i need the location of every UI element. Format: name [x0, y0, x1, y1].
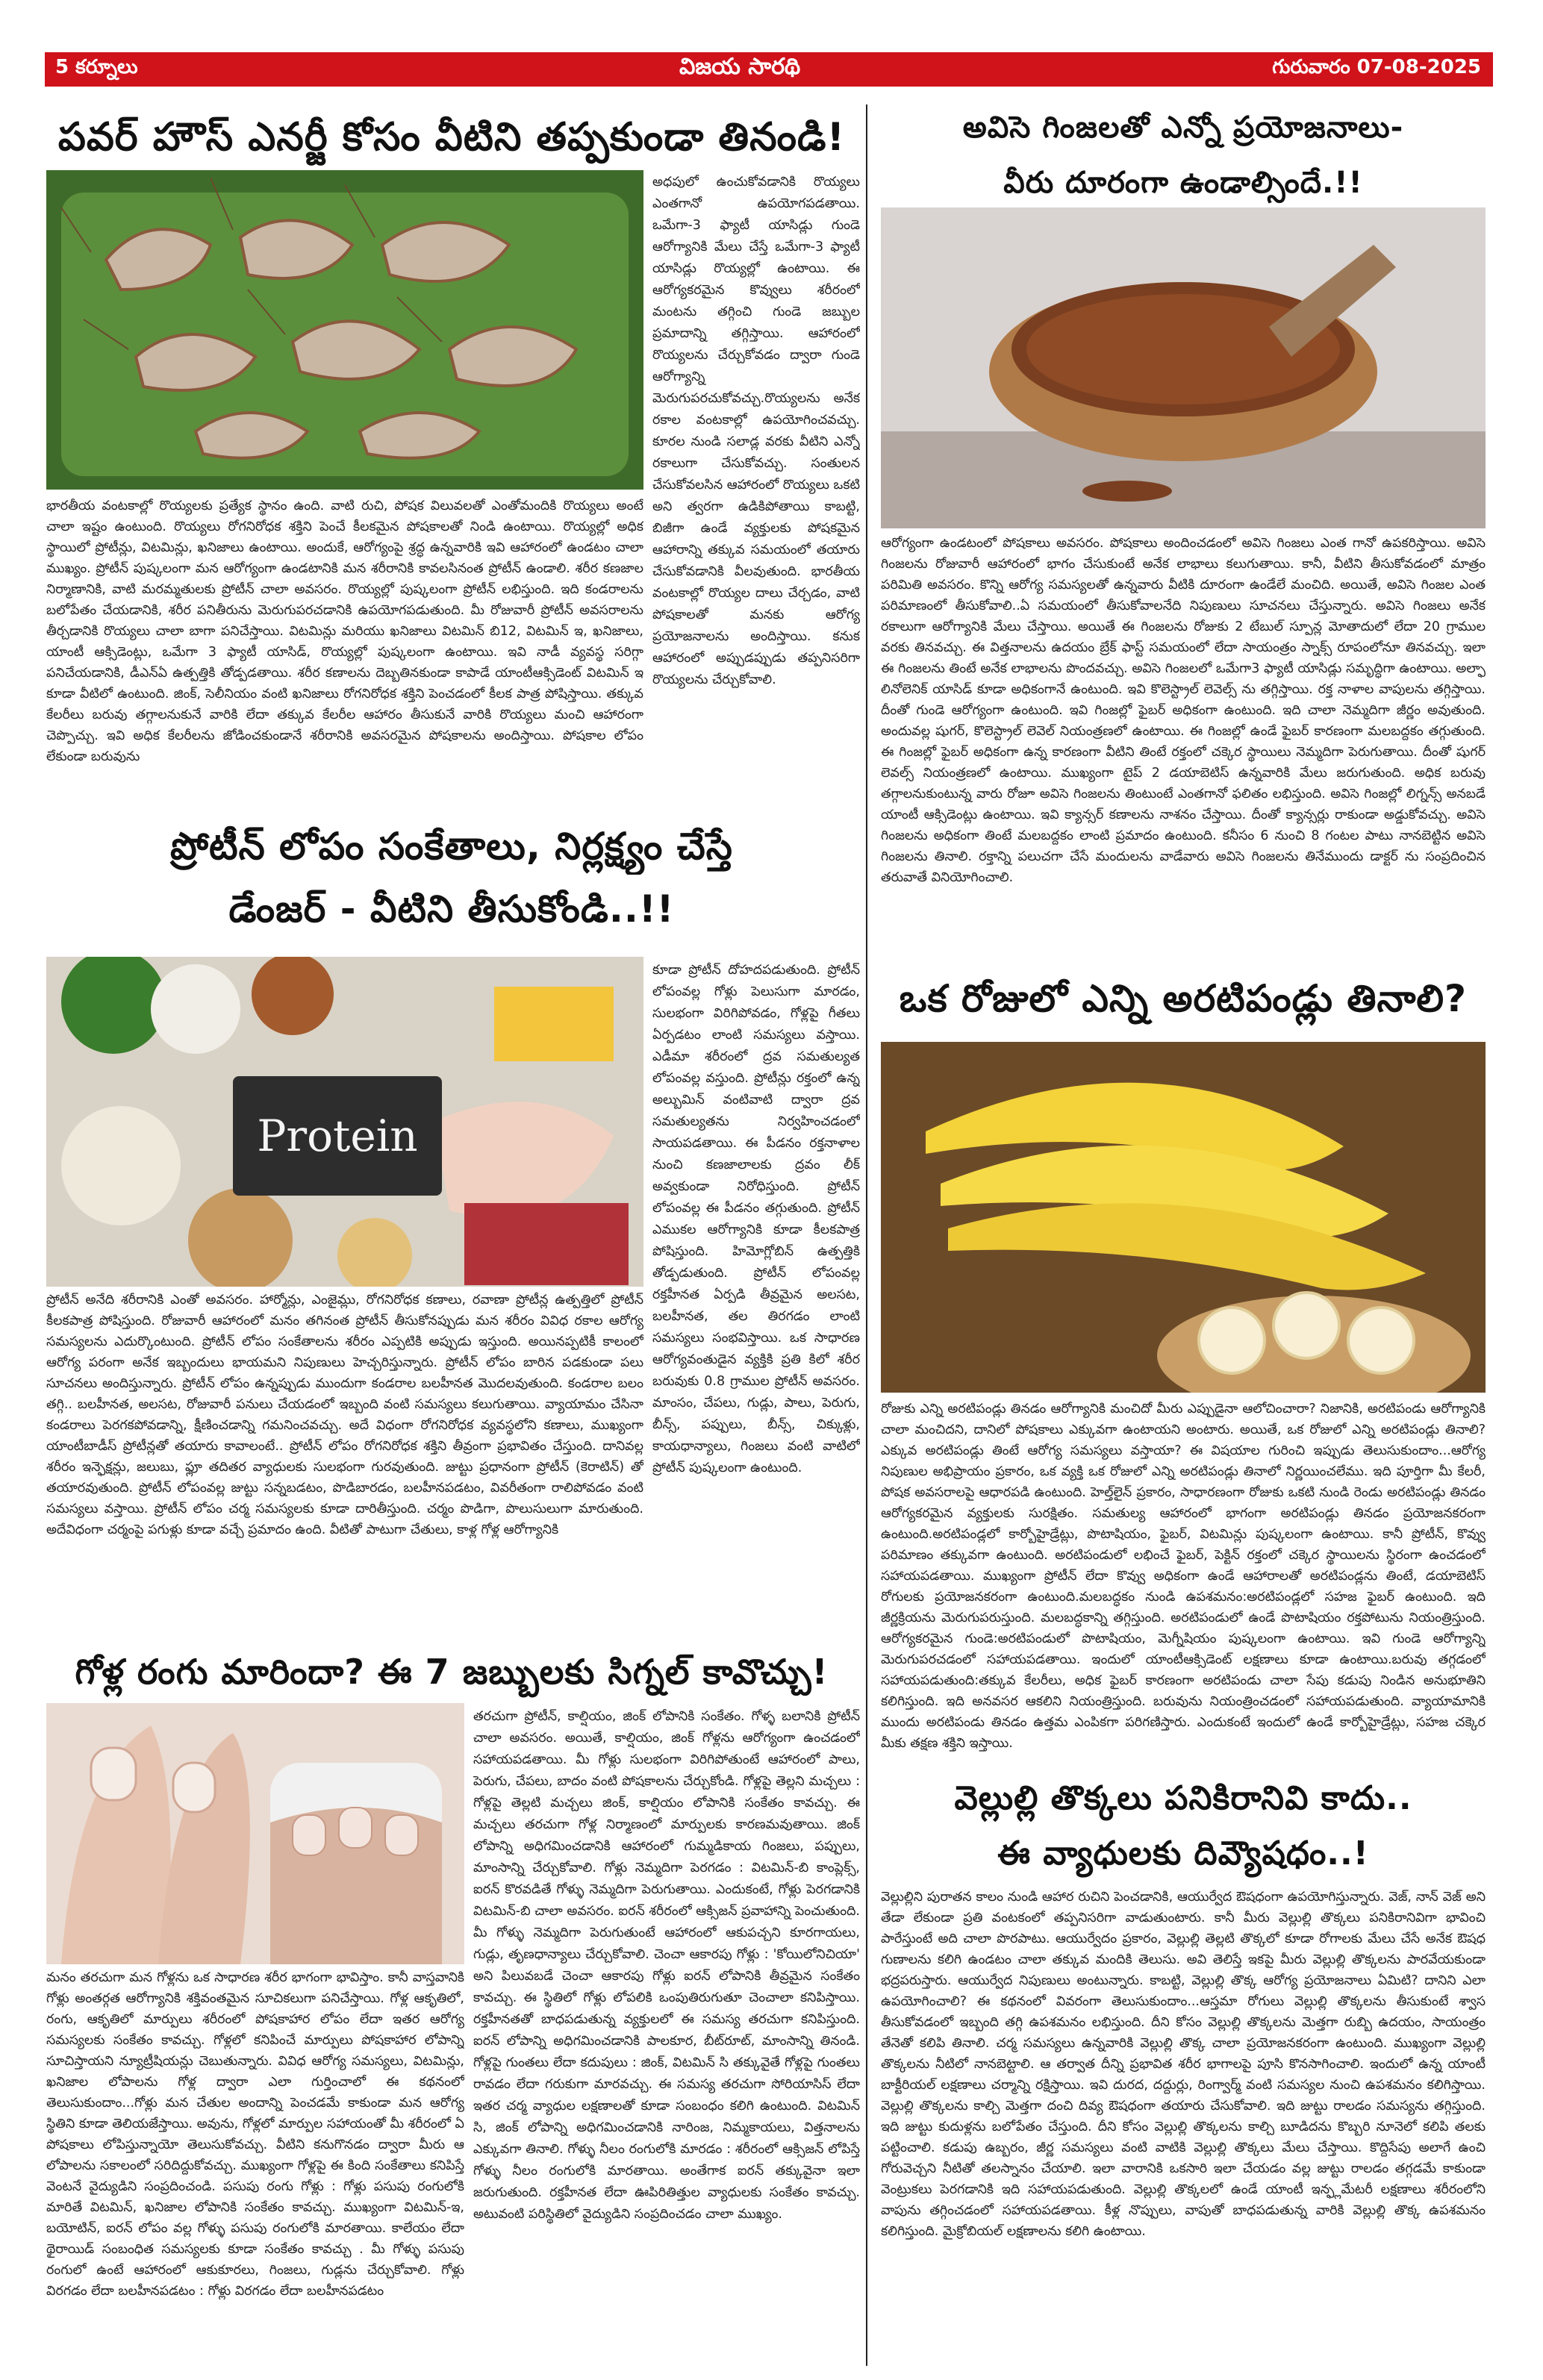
article2-side-text: కూడా ప్రోటీన్ దోహదపడుతుంది. ప్రోటీన్ లోపంవల్ల గోళ్లు పెలుసుగా మారడం, సులభంగా విరిగిపోవడం, గోళ్లపై గీతలు ఏర్పడటం లాంటి సమస్యలు వస్తాయి. ఎడీమా శరీరంలో ద్రవ సమతుల్యత లోపంవల్ల వస్తుంది. ప్రోటీన్లు రక్తంలో ఉన్న అల్బుమిన్ వంటివాటి ద్వారా ద్రవ సమతుల్యతను నిర్వహించడంలో సాయపడతాయి. ఈ పీడనం రక్తనాళాల నుంచి కణజాలాలకు ద్రవం లీక్ అవ్వకుండా నిరోధిస్తుంది. ప్రోటీన్ లోపంవల్ల ఈ పీడనం తగ్గుతుంది. ప్రోటీన్ ఎముకల ఆరోగ్యానికి కూడా కీలకపాత్ర పోషిస్తుంది. హిమోగ్లోబిన్ ఉత్పత్తికి తోడ్పడుతుంది. ప్రోటీన్ లోపంవల్ల రక్తహీనత ఏర్పడి తీవ్రమైన అలసట, బలహీనత, తల తిరగడం లాంటి సమస్యలు సంభవిస్తాయి. ఒక సాధారణ ఆరోగ్యవంతుడైన వ్యక్తికి ప్రతి కిలో శరీర బరువుకు 0.8 గ్రాముల ప్రోటీన్ అవసరం. మాంసం, చేపలు, గుడ్లు, పాలు, పెరుగు, బీన్స్, పప్పులు, బీన్స్, చిక్కుళ్లు, కాయధాన్యాలు, గింజలు వంటి వాటిలో ప్రోటీన్ పుష్కలంగా ఉంటుంది. [652, 963, 860, 1475]
article3-headline: గోళ్ల రంగు మారిందా? ఈ 7 జబ్బులకు సిగ్నల్ కావొచ్చు! [75, 1652, 829, 1692]
article6-headline-line2: ఈ వ్యాధులకు దివ్యౌషధం..! [997, 1834, 1369, 1873]
prawns-illustration [46, 170, 643, 490]
paper-name: విజయ సారథి [679, 54, 801, 80]
protein-foods-photo [46, 957, 643, 1287]
article5-body: రోజుకు ఎన్ని అరటిపండ్లు తినడం ఆరోగ్యానికి మంచిదో మీరు ఎప్పుడైనా ఆలోచించారా? నిజానికి, అరటిపండు ఆరోగ్యానికి చాలా మంచిదని, దానిలో పోషకాలు ఎక్కువగా ఉంటాయని అంటారు. అయితే, ఒక రోజులో ఎన్ని అరటిపండ్లు తినాలి? ఎక్కువ అరటిపండ్లు తింటే ఆరోగ్య సమస్యలు వస్తాయా? ఈ విషయాల గురించి ఇప్పుడు తెలుసుకుందాం...ఆరోగ్య నిపుణుల అభిప్రాయం ప్రకారం, ఒక వ్యక్తి ఒక రోజులో ఎన్ని అరటిపండ్లు తినాలో నిర్ణయించలేము. ఇది పూర్తిగా మీ కేలరీ, పోషక అవసరాలపై ఆధారపడి ఉంటుంది. హెల్త్‌లైన్ ప్రకారం, సాధారణంగా రోజుకు ఒకటి నుండి రెండు అరటిపండ్లు తినడం ఆరోగ్యకరమైన వ్యక్తులకు సురక్షితం. సమతుల్య ఆహారంలో భాగంగా అరటిపండ్లు తినడం ప్రయోజనకరంగా ఉంటుంది.అరటిపండ్లలో కార్బోహైడ్రేట్లు, పొటాషియం, ఫైబర్, విటమిన్లు పుష్కలంగా ఉంటాయి. కానీ ప్రోటీన్, కొవ్వు పరిమాణం తక్కువగా ఉంటుంది. అరటిపండులో లభించే ఫైబర్, పెక్టిన్ రక్తంలో చక్కెర స్థాయిలను స్థిరంగా ఉంచడంలో సహాయపడతాయి. ముఖ్యంగా ప్రోటీన్ లేదా కొవ్వు అధికంగా ఉండే ఆహారాలతో అరటిపండ్లను తింటే, డయాబెటిస్ రోగులకు ప్రయోజనకరంగా ఉంటుంది.మలబద్ధకం నుండి ఉపశమనం:అరటిపండ్లలో సహజ ఫైబర్ ఉంటుంది. ఇది జీర్ణక్రియను మెరుగుపరుస్తుంది. మలబద్ధకాన్ని తగ్గిస్తుంది. అరటిపండులో ఉండే పొటాషియం రక్తపోటును నియంత్రిస్తుంది. ఆరోగ్యకరమైన గుండె:అరటిపండులో పొటాషియం, మెగ్నీషియం పుష్కలంగా ఉంటాయి. ఇవి గుండె ఆరోగ్యాన్ని మెరుగుపరచడంలో సహాయపడతాయి. ఇందులో యాంటీఆక్సిడెంట్ లక్షణాలు కూడా ఉంటాయి.బరువు తగ్గడంలో సహాయపడుతుంది:తక్కువ కేలరీలు, అధిక ఫైబర్ కారణంగా అరటిపండు చాలా సేపు కడుపు నిండిన అనుభూతిని కలిగిస్తుంది. ఇది అనవసర ఆకలిని నియంత్రిస్తుంది. బరువును నియంత్రించడంలో సహాయపడుతుంది. వ్యాయామానికి ముందు అరటిపండు తినడం ఉత్తమ ఎంపికగా పరిగణిస్తారు. ఎందుకంటే ఇందులో ఉండే కార్బోహైడ్రేట్లు, సహజ చక్కెర మీకు తక్షణ శక్తిని ఇస్తాయి. [881, 1402, 1486, 1751]
nails-illustration [46, 1703, 464, 1964]
nails-photo [46, 1703, 464, 1964]
article1-headline: పవర్ హౌస్ ఎనర్జీ కోసం వీటిని తప్పకుండా తినండి! [57, 115, 846, 160]
flax-illustration [881, 207, 1486, 528]
article3-body: మనం తరచుగా మన గోళ్లను ఒక సాధారణ శరీర భాగంగా భావిస్తాం. కానీ వాస్తవానికి గోళ్లు అంతర్గత ఆరోగ్యానికి శక్తివంతమైన సూచికలుగా పనిచేస్తాయి. గోళ్ల ఆకృతిలో, రంగు, ఆకృతిలో మార్పులు శరీరంలో పోషకాహార లోపం లేదా ఇతర ఆరోగ్య సమస్యలకు సంకేతం కావచ్చు. గోళ్లలో కనిపించే మార్పులు పోషకాహార లోపాన్ని సూచిస్తాయని న్యూట్రీషియన్లు చెబుతున్నారు. వివిధ ఆరోగ్య సమస్యలు, విటమిన్లు, ఖనిజాల లోపాలను గోళ్ల ద్వారా ఎలా గుర్తించాలో ఈ కథనంలో తెలుసుకుందాం...గోళ్లు మన చేతుల అందాన్ని పెంచడమే కాకుండా మన ఆరోగ్య స్థితిని కూడా తెలియజేస్తాయి. అవును, గోళ్లలో మార్పుల సహాయంతో మీ శరీరంలో ఏ పోషకాలు లోపిస్తున్నాయో తెలుసుకోవచ్చు. వీటిని కనుగొనడం ద్వారా మీరు ఆ లోపాలను సకాలంలో సరిదిద్దుకోవచ్చు. ముఖ్యంగా గోళ్లపై ఈ కింది సంకేతాలు కనిపిస్తే వెంటనే వైద్యుడిని సంప్రదించండి. పసుపు రంగు గోళ్లు : గోళ్లు పసుపు రంగులోకి మారితే విటమిన్, ఖనిజాల లోపానికి సంకేతం కావచ్చు. ముఖ్యంగా విటమిన్-ఇ, బయోటిన్, ఐరన్ లోపం వల్ల గోళ్ళు పసుపు రంగులోకి మారతాయి. కాలేయం లేదా థైరాయిడ్ సంబంధిత సమస్యలకు కూడా సంకేతం కావచ్చు . మీ గోళ్ళు పసుపు రంగులో ఉంటే ఆహారంలో ఆకుకూరలు, గింజలు, గుడ్లను చేర్చుకోవాలి. గోళ్లు విరగడం లేదా బలహీనపడటం : గోళ్లు విరగడం లేదా బలహీనపడటం [46, 1970, 464, 2299]
column-divider [866, 104, 867, 2366]
prawns-photo [46, 170, 643, 490]
flax-seeds-photo [881, 207, 1486, 528]
article2-headline-line2: డేంజర్ - వీటిని తీసుకోండి..!! [228, 887, 675, 931]
masthead-bar [45, 52, 1493, 87]
article4-body: ఆరోగ్యంగా ఉండటంలో పోషకాలు అవసరం. పోషకాలు అందించడంలో అవిసె గింజలు ఎంత గానో ఉపకరిస్తాయి. అవిసె గింజలను రోజువారీ ఆహారంలో భాగం చేసుకుంటే అనేక లాభాలు కలుగుతాయి. కానీ, వీటిని తీసుకోవడంలో మాత్రం పరిమితి అవసరం. కొన్ని ఆరోగ్య సమస్యలతో ఉన్నవారు వీటికి దూరంగా ఉండేలే మంచిది. అయితే, అవిసె గింజల ఎంత పరిమాణంలో తీసుకోవాలి..ఏ సమయంలో తీసుకోవాలనేది నిపుణులు సూచనలు చేస్తున్నారు. అవిసె గింజలు అనేక రకాలుగా ఆరోగ్యానికి మేలు చేస్తాయి. అయితే ఈ గింజలను రోజుకు 2 టేబుల్ స్పూన్ల మోతాదులో లేదా 20 గ్రాముల వరకు తినవచ్చు. ఈ విత్తనాలను ఉదయం బ్రేక్ ఫాస్ట్ సమయంలో లేదా సాయంత్రం స్నాక్స్ రూపంలోనూ తినవచ్చు. ఇలా ఈ గింజలను తింటే అనేక లాభాలను పొందవచ్చు. అవిసె గింజలలో ఒమేగా3 ఫ్యాటీ యాసిడ్లు సమృద్ధిగా ఉంటాయి. అల్ఫా లినోలెనిక్ యాసిడ్ కూడా అధికంగానే ఉంటుంది. ఇవి కొలెస్ట్రాల్ లెవెల్స్ ను తగ్గిస్తాయి. రక్త నాళాల వాపులను తగ్గిస్తాయి. దీంతో గుండె ఆరోగ్యంగా ఉంటుంది. ఇవి గింజల్లో ఫైబర్ అధికంగా ఉంటుంది. ఇది చాలా నెమ్మదిగా జీర్ణం అవుతుంది. అందువల్ల షుగర్, కొలెస్ట్రాల్ లెవెల్ నియంత్రణలో ఉంటాయి. ఈ గింజల్లో ఉండే ఫైబర్ కారణంగా మలబద్దకం తగ్గుతుంది. ఈ గింజల్లో ఫైబర్ అధికంగా ఉన్న కారణంగా వీటిని తింటే రక్తంలో చక్కెర స్థాయిలు నెమ్మదిగా పెరుగుతాయి. దీంతో షుగర్ లెవల్స్ నియంత్రణలో ఉంటాయి. ముఖ్యంగా టైప్ 2 డయాబెటిస్ ఉన్నవారికి మేలు జరుగుతుంది. అధిక బరువు తగ్గాలనుకుంటున్న వారు రోజూ అవిసె గింజలను తింటుంటే ఎంతగానో ఫలితం లభిస్తుంది. అవిసె గింజల్లో లిగ్నన్స్ అనబడే యాంటీ ఆక్సిడెంట్లు ఉంటాయి. ఇవి క్యాన్సర్ కణాలను నాశనం చేస్తాయి. దీంతో క్యాన్సర్లు రాకుండా అడ్డుకోవచ్చు. అవిసె గింజలను అధికంగా తింటే మలబద్దకం లాంటి ప్రమాదం ఉంటుంది. కనీసం 6 నుంచి 8 గంటల పాటు నానబెట్టిన అవిసె గింజలను తినాలి. రక్తాన్ని పలుచగా చేసే మందులను వాడేవారు అవిసె గింజలను తినేముందు డాక్టర్ ను సంప్రదించిన తరువాతే వినియోగించాలి. [881, 536, 1486, 885]
article3-side-text: తరచుగా ప్రోటీన్, కాల్షియం, జింక్ లోపానికి సంకేతం. గోళ్ళ బలానికి ప్రోటీన్ చాలా అవసరం. అయితే, కాల్షియం, జింక్ గోళ్లను ఆరోగ్యంగా ఉంచడంలో సహాయపడతాయి. మీ గోళ్లు సులభంగా విరిగిపోతుంటే ఆహారంలో పాలు, పెరుగు, చేపలు, బాదం వంటి పోషకాలను చేర్చుకోండి. గోళ్లపై తెల్లని మచ్చలు : గోళ్లపై తెల్లటి మచ్చలు జింక్, కాల్షియం లోపానికి సంకేతం కావచ్చు. ఈ మచ్చలు తరచుగా గోళ్ల నిర్మాణంలో మార్పులకు కారణమవుతాయి. జింక్ లోపాన్ని అధిగమించడానికి ఆహారంలో గుమ్మడికాయ గింజలు, పప్పులు, మాంసాన్ని చేర్చుకోవాలి. గోళ్లు నెమ్మదిగా పెరగడం : విటమిన్-బి కాంప్లెక్స్, ఐరన్ కొరవడితే గోళ్ళు నెమ్మదిగా పెరుగుతాయి. ఎందుకంటే, గోళ్లు పెరగడానికి విటమిన్-బి చాలా అవసరం. ఐరన్ శరీరంలో ఆక్సిజన్ ప్రవాహాన్ని పెంచుతుంది. మీ గోళ్ళు నెమ్మదిగా పెరుగుతుంటే ఆహారంలో ఆకుపచ్చని కూరగాయలు, గుడ్లు, తృణధాన్యాలు చేర్చుకోవాలి. చెంచా ఆకారపు గోళ్లు : 'కోయిలోనిచియా' అని పిలువబడే చెంచా ఆకారపు గోళ్లు ఐరన్ లోపానికి తీవ్రమైన సంకేతం కావచ్చు. ఈ స్థితిలో గోళ్లు లోపలికి ఒంపుతిరుగుతూ చెంచాలా కనిపిస్తాయి. రక్తహీనతతో బాధపడుతున్న వ్యక్తులలో ఈ సమస్య తరచుగా కనిపిస్తుంది. ఐరన్ లోపాన్ని అధిగమించడానికి పాలకూర, బీట్‌రూట్, మాంసాన్ని తినండి. గోళ్లపై గుంతలు లేదా కదుపులు : జింక్, విటమిన్ సి తక్కువైతే గోళ్లపై గుంతలు రావడం లేదా గరుకుగా మారవచ్చు. ఈ సమస్య తరచుగా సోరియాసిస్ లేదా ఇతర చర్మ వ్యాధుల లక్షణాలతో కూడా సంబంధం కలిగి ఉంటుంది. విటమిన్ సి, జింక్ లోపాన్ని అధిగమించడానికి నారింజ, నిమ్మకాయలు, విత్తనాలను ఎక్కువగా తినాలి. గోళ్ళు నీలం రంగులోకి మారడం : శరీరంలో ఆక్సిజన్ లోపిస్తే గోళ్ళు నీలం రంగులోకి మారతాయి. అంతేగాక ఐరన్ తక్కువైనా ఇలా జరుగుతుంది. రక్తహీనత లేదా ఊపిరితిత్తుల వ్యాధులకు సంకేతం కావచ్చు. అటువంటి పరిస్థితిలో వైద్యుడిని సంప్రదించడం చాలా ముఖ్యం. [473, 1709, 860, 2222]
article5-headline: ఒక రోజులో ఎన్ని అరటిపండ్లు తినాలి? [899, 977, 1468, 1020]
banana-photo [881, 1042, 1486, 1393]
protein-illustration [46, 957, 643, 1287]
article4-headline-line1: అవిసె గింజలతో ఎన్నో ప్రయోజనాలు- [962, 110, 1404, 145]
article1-side-text: అధపులో ఉంచుకోవడానికి రొయ్యలు ఎంతగానో ఉపయోగపడతాయి. ఒమేగా-3 ఫ్యాటీ యాసిడ్లు గుండె ఆరోగ్యానికి మేలు చేస్తే ఒమేగా-3 ఫ్యాటీ యాసిడ్లు రొయ్యల్లో ఉంటాయి. ఈ ఆరోగ్యకరమైన కొవ్వులు శరీరంలో మంటను తగ్గించి గుండె జబ్బుల ప్రమాదాన్ని తగ్గిస్తాయి. ఆహారంలో రొయ్యలను చేర్చుకోవడం ద్వారా గుండె ఆరోగ్యాన్ని మెరుగుపరచుకోవచ్చు.రొయ్యలను అనేక రకాల వంటకాల్లో ఉపయోగించవచ్చు. కూరల నుండి సలాడ్ల వరకు వీటిని ఎన్నో రకాలుగా చేసుకోవచ్చు. సంతులన చేసుకోవలసిన ఆహారంలో రొయ్యలు ఒకటి అని త్వరగా ఉడికిపోతాయి కాబట్టి, బిజీగా ఉండే వ్యక్తులకు పోషకమైన ఆహారాన్ని తక్కువ సమయంలో తయారు చేసుకోవడానికి వీలవుతుంది. భారతీయ వంటకాల్లో రొయ్యల దాలు చేర్చడం, వాటి పోషకాలతో మనకు ఆరోగ్య ప్రయోజనాలను అందిస్తాయి. కనుక ఆహారంలో అప్పుడప్పుడు తప్పనిసరిగా రొయ్యలను చేర్చుకోవాలి. [652, 175, 860, 687]
article4-headline-line2: వీరు దూరంగా ఉండాల్సిందే.!! [1003, 166, 1363, 200]
protein-chalkboard-label: Protein [257, 1111, 418, 1161]
article6-body: వెల్లుల్లిని పురాతన కాలం నుండి ఆహార రుచిని పెంచడానికి, ఆయుర్వేద ఔషధంగా ఉపయోగిస్తున్నారు. వెజ్, నాన్ వెజ్ అని తేడా లేకుండా ప్రతి వంటకంలో తప్పనిసరిగా వాడుతుంటారు. కానీ మీరు వెల్లుల్లి తొక్కలు పనికిరానివిగా భావించి పారేస్తుంటే అది చాలా పొరపాటు. ఆయుర్వేదం ప్రకారం, వెల్లుల్లి తెల్లటి తొక్కలో కూడా రోగాలకు మేలు చేసే అనేక ఔషధ గుణాలను కలిగి ఉండటం చాలా తక్కువ మందికి తెలుసు. అవి తెలిస్తే ఇకపై మీరు వెల్లుల్లి తొక్కలను పారవేయకుండా భద్రపరుస్తారు. ఆయుర్వేద నిపుణులు అంటున్నారు. కాబట్టి, వెల్లుల్లి తొక్క ఆరోగ్య ప్రయోజనాలు ఏమిటి? దానిని ఎలా ఉపయోగించాలి? ఈ కథనంలో వివరంగా తెలుసుకుందాం...ఆస్తమా రోగులు వెల్లుల్లి తొక్కలను తీసుకుంటే శ్వాస తీసుకోవడంలో ఇబ్బంది తగ్గి ఉపశమనం లభిస్తుంది. దీని కోసం వెల్లుల్లి తొక్కలను మెత్తగా రుబ్బి ఉదయం, సాయంత్రం తేనెతో కలిపి తినాలి. చర్మ సమస్యలు ఉన్నవారికి వెల్లుల్లి తొక్క చాలా ప్రయోజనకరంగా ఉంటుంది. ముఖ్యంగా వెల్లుల్లి తొక్కలను నీటిలో నానబెట్టాలి. ఆ తర్వాత దీన్ని ప్రభావిత శరీర భాగాలపై పూసి కొనసాగించాలి. ఇందులో ఉన్న యాంటీ బాక్టీరియల్ లక్షణాలు చర్మాన్ని రక్షిస్తాయి. ఇవి దురద, దద్దుర్లు, రింగ్వార్మ్ వంటి సమస్యల నుంచి ఉపశమనం కలిగిస్తాయి. వెల్లుల్లి తొక్కలను కాల్చి మెత్తగా దంచి దివ్య ఔషధంగా తయారు చేసుకోవాలి. ఇది జుట్టు రాలడం సమస్యను తగ్గిస్తుంది. ఇది జుట్టు కుదుళ్లను బలోపేతం చేస్తుంది. దీని కోసం వెల్లుల్లి తొక్కలను కాల్చి బూడిదను కొబ్బరి నూనెలో కలిపి తలకు పట్టించాలి. కడుపు ఉబ్బరం, జీర్ణ సమస్యలు వంటి వాటికి వెల్లుల్లి తొక్కలు మేలు చేస్తాయి. కొద్దిసేపు అలాగే ఉంచి గోరువెచ్చని నీటితో తలస్నానం చేయాలి. ఇలా వారానికి ఒకసారి ఇలా చేయడం వల్ల జుట్టు రాలడం తగ్గడమే కాకుండా వెంట్రుకలు పెరగడానికి ఇది సహాయపడుతుంది. వెల్లుల్లి తొక్కలలో ఉండే యాంటీ ఇన్ఫ్లమేటరీ లక్షణాలు శరీరంలోని వాపును తగ్గించడంలో సహాయపడతాయి. కీళ్ల నొప్పులు, వాపుతో బాధపడుతున్న వారికి వెల్లుల్లి తొక్క ఉపశమనం కలిగిస్తుంది. మైక్రోబియల్ లక్షణాలను కలిగి ఉంటాయి. [881, 1890, 1486, 2239]
article2-body: ప్రోటీన్ అనేది శరీరానికి ఎంతో అవసరం. హార్మోన్లు, ఎంజైమ్లు, రోగనిరోధక కణాలు, రవాణా ప్రోటీన్ల ఉత్పత్తిలో ప్రోటీన్ కీలకపాత్ర పోషిస్తుంది. రోజువారీ ఆహారంలో మనం తగినంత ప్రోటీన్ తీసుకోనప్పుడు మన శరీరం వివిధ రకాల ఆరోగ్య సమస్యలను ఎదుర్కొంటుంది. ప్రోటీన్ లోపం సంకేతాలను శరీరం ఎప్పటికి అప్పుడు ఇస్తుంది. అయినప్పటికీ కాలంలో ఆరోగ్య పరంగా అనేక ఇబ్బందులు భాయమని నిపుణులు హెచ్చరిస్తున్నారు. ప్రోటీన్ లోపం బారిన పడకుండా పలు సూచనలు అందిస్తున్నారు. ప్రోటీన్ లోపం ఉన్నప్పుడు ముందుగా కండరాల బలహీనత మొదలవుతుంది. కండరాల బలం తగ్గి.. బలహీనత, అలసట, రోజువారీ పనులు చేయడంలో ఇబ్బంది వంటి సమస్యలు కలుగుతాయి. వ్యాయామం చేసినా కండరాలు పెరగకపోవడాన్ని, క్షీణించడాన్ని గమనించవచ్చు. అదే విధంగా రోగనిరోధక వ్యవస్థలోని కణాలు, ముఖ్యంగా యాంటీబాడీస్ ప్రోటీన్లతో తయారు కావాలంటే.. ప్రోటీన్ లోపం రోగనిరోధక శక్తిని తీవ్రంగా ప్రభావితం చేస్తుంది. దానివల్ల శరీరం ఇన్ఫెక్షన్లు, జలుబు, ఫ్లూ తదితర వ్యాధులకు సులభంగా గురవుతుంది. జుట్టు ప్రధానంగా ప్రోటీన్ (కెరాటిన్) తో తయారవుతుంది. ప్రోటీన్ లోపంవల్ల జుట్టు సన్నబడటం, పొడిబారడం, బలహీనపడటం, వివరీతంగా రాలిపోవడం వంటి సమస్యలు వస్తాయి. ప్రోటీన్ లోపం చర్మ సమస్యలకు కూడా దారితీస్తుంది. చర్మం పొడిగా, పొలుసులుగా మారుతుంది. అదేవిధంగా చర్మంపై పగుళ్లు కూడా వచ్చే ప్రమాదం ఉంది. వీటితో పాటుగా చేతులు, కాళ్ల గోళ్ల ఆరోగ్యానికి [46, 1293, 643, 1537]
banana-illustration [881, 1042, 1486, 1393]
article2-headline-line1: ప్రోటీన్ లోపం సంకేతాలు, నిర్లక్ష్యం చేస్తే [170, 825, 733, 868]
page-label: 5 కర్నూలు [55, 56, 138, 78]
article6-headline-line1: వెల్లుల్లి తొక్కలు పనికిరానివి కాదు.. [954, 1779, 1412, 1817]
issue-date: గురువారం 07-08-2025 [1272, 56, 1481, 78]
article1-body: భారతీయ వంటకాల్లో రొయ్యలకు ప్రత్యేక స్థానం ఉంది. వాటి రుచి, పోషక విలువలతో ఎంతోమందికి రొయ్యలు అంటే చాలా ఇష్టం ఉంటుంది. రొయ్యలు రోగనిరోధక శక్తిని పెంచే కీలకమైన పోషకాలతో నిండి ఉంటాయి. రొయ్యల్లో అధిక స్థాయిలో ప్రోటీన్లు, విటమిన్లు, ఖనిజాలు ఉంటాయి. అందుకే, ఆరోగ్యంపై శ్రద్ధ ఉన్నవారికి ఇవి ఆహారంలో ఉండటం చాలా ముఖ్యం. ప్రోటీన్ పుష్కలంగా మన ఆరోగ్యంగా ఉండటానికి మన శరీరానికి కావలసినంత ప్రోటీన్ ఉండాలి. శరీర కణజాల నిర్మాణానికి, వాటి మరమ్మతులకు ప్రోటీన్ చాలా అవసరం. రొయ్యల్లో పుష్కలంగా ప్రోటీన్ లభిస్తుంది. ఇది కండరాలను బలోపేతం చేయడానికి, శరీర పనితీరును మెరుగుపరచడానికి ఉపయోగపడుతుంది. మీ రోజువారీ ప్రోటీన్ అవసరాలను తీర్చడానికి రొయ్యలు చాలా బాగా పనిచేస్తాయి. విటమిన్లు మరియు ఖనిజాలు విటమిన్ బి12, విటమిన్ ఇ, ఖనిజాలు, యాంటీ ఆక్సిడెంట్లు, ఒమేగా 3 ఫ్యాటీ యాసిడ్, రొయ్యల్లో పుష్కలంగా ఉంటాయి. ఇవి నాడీ వ్యవస్థ సరిగ్గా పనిచేయడానికి, డీఎన్ఏ ఉత్పత్తికి తోడ్పడతాయి. శరీర కణాలను దెబ్బతినకుండా కాపాడే యాంటీఆక్సిడెంట్ విటమిన్ ఇ కూడా వీటిలో ఉంటుంది. జింక్, సెలీనియం వంటి ఖనిజాలు రోగనిరోధక శక్తిని పెంచడంలో కీలక పాత్ర పోషిస్తాయి. తక్కువ కేలరీలు బరువు తగ్గాలనుకునే వారికి లేదా తక్కువ కేలరీల ఆహారం తీసుకునే వారికి రొయ్యలు మంచి ఆహారంగా చెప్పొచ్చు. ఇవి అధిక కేలరీలను జోడించకుండానే శరీరానికి అవసరమైన పోషకాలను అందిస్తాయి. పోషకాల లోపం లేకుండా బరువును [46, 499, 643, 764]
